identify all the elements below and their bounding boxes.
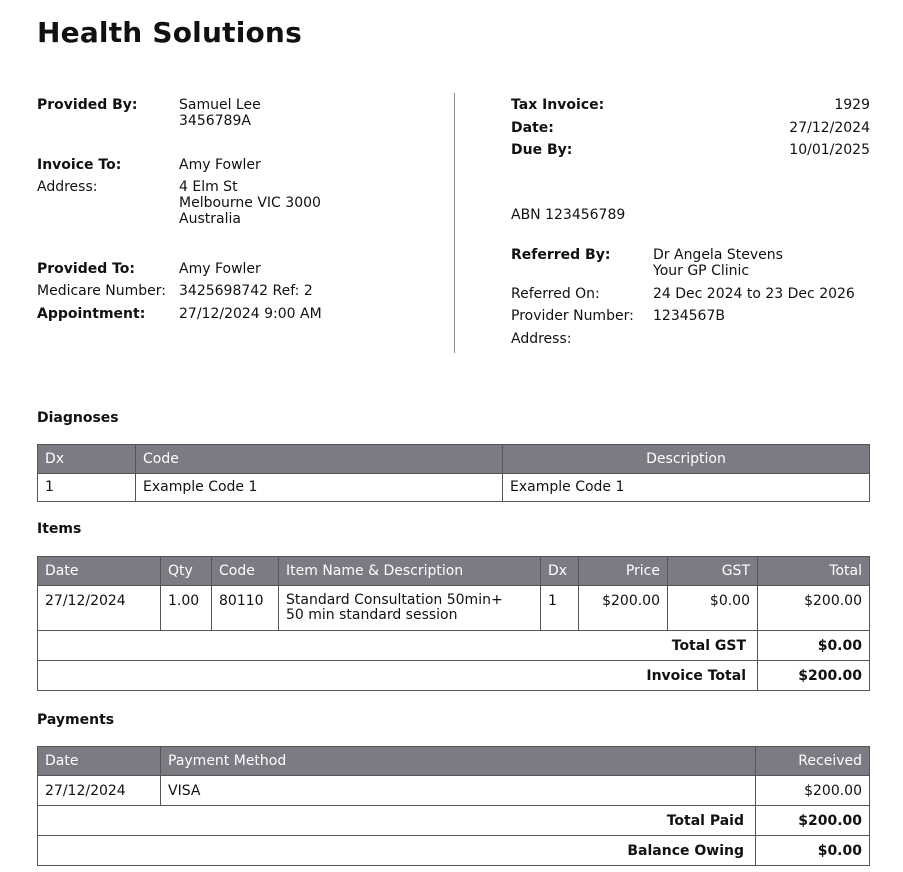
address-line-1: 4 Elm St bbox=[179, 179, 238, 195]
diag-header-dx: Dx bbox=[38, 445, 136, 474]
invoice-to-name: Amy Fowler bbox=[179, 157, 261, 173]
appointment-value: 27/12/2024 9:00 AM bbox=[179, 306, 322, 322]
medicare-number: 3425698742 Ref: 2 bbox=[179, 283, 313, 299]
diagnoses-title: Diagnoses bbox=[37, 410, 119, 426]
table-row bbox=[38, 776, 870, 806]
diag-cell-code: Example Code 1 bbox=[136, 474, 503, 502]
invoice-date: 27/12/2024 bbox=[789, 120, 870, 136]
tax-invoice-number: 1929 bbox=[834, 97, 870, 113]
items-header-date: Date bbox=[38, 557, 161, 586]
invoice-total-label: Invoice Total bbox=[38, 661, 758, 691]
provider-number-value: 1234567B bbox=[653, 308, 725, 324]
total-gst-value: $0.00 bbox=[758, 631, 870, 661]
provided-by-label: Provided By: bbox=[37, 97, 138, 113]
diag-cell-description: Example Code 1 bbox=[503, 474, 870, 502]
referrer-clinic: Your GP Clinic bbox=[653, 263, 750, 279]
payments-title: Payments bbox=[37, 712, 115, 728]
payment-date: 27/12/2024 bbox=[38, 776, 161, 806]
payments-header-method: Payment Method bbox=[161, 747, 756, 776]
invoice-to-label: Invoice To: bbox=[37, 157, 122, 173]
items-header-name: Item Name & Description bbox=[279, 557, 541, 586]
payment-method: VISA bbox=[161, 776, 756, 806]
items-title: Items bbox=[37, 521, 82, 537]
items-header-dx: Dx bbox=[541, 557, 579, 586]
total-paid-value: $200.00 bbox=[756, 806, 870, 836]
provided-to-name: Amy Fowler bbox=[179, 261, 261, 277]
items-header-total: Total bbox=[758, 557, 870, 586]
balance-owing-label: Balance Owing bbox=[38, 836, 756, 866]
diag-header-code: Code bbox=[136, 445, 503, 474]
provided-to-label: Provided To: bbox=[37, 261, 136, 277]
provider-name: Samuel Lee bbox=[179, 97, 261, 113]
item-code: 80110 bbox=[212, 586, 279, 631]
item-description: 50 min standard session bbox=[286, 607, 458, 623]
diagnoses-table bbox=[37, 444, 870, 502]
date-label: Date: bbox=[511, 120, 554, 136]
payments-table bbox=[37, 746, 870, 866]
address-line-3: Australia bbox=[179, 211, 241, 227]
appointment-label: Appointment: bbox=[37, 306, 146, 322]
item-price: $200.00 bbox=[579, 586, 668, 631]
total-gst-label: Total GST bbox=[38, 631, 758, 661]
referrer-address-label: Address: bbox=[511, 331, 572, 347]
abn: ABN 123456789 bbox=[511, 207, 626, 223]
column-divider bbox=[454, 93, 455, 353]
referred-by-label: Referred By: bbox=[511, 247, 611, 263]
payment-received: $200.00 bbox=[756, 776, 870, 806]
provider-number: 3456789A bbox=[179, 113, 251, 129]
address-label: Address: bbox=[37, 179, 98, 195]
payments-header-date: Date bbox=[38, 747, 161, 776]
item-name-cell bbox=[279, 586, 541, 631]
items-header-code: Code bbox=[212, 557, 279, 586]
company-title: Health Solutions bbox=[37, 16, 302, 49]
item-qty: 1.00 bbox=[161, 586, 212, 631]
item-dx: 1 bbox=[541, 586, 579, 631]
items-table bbox=[37, 556, 870, 691]
provider-number-label: Provider Number: bbox=[511, 308, 634, 324]
payments-header-received: Received bbox=[756, 747, 870, 776]
diag-header-description: Description bbox=[503, 445, 870, 474]
total-paid-label: Total Paid bbox=[38, 806, 756, 836]
invoice-total-value: $200.00 bbox=[758, 661, 870, 691]
medicare-label: Medicare Number: bbox=[37, 283, 166, 299]
table-row bbox=[38, 474, 870, 502]
due-date: 10/01/2025 bbox=[789, 142, 870, 158]
item-name: Standard Consultation 50min+ bbox=[286, 592, 503, 608]
item-total: $200.00 bbox=[758, 586, 870, 631]
table-row bbox=[38, 586, 870, 631]
items-header-price: Price bbox=[579, 557, 668, 586]
address-line-2: Melbourne VIC 3000 bbox=[179, 195, 321, 211]
diag-cell-dx: 1 bbox=[38, 474, 136, 502]
referred-on-value: 24 Dec 2024 to 23 Dec 2026 bbox=[653, 286, 855, 302]
item-date: 27/12/2024 bbox=[38, 586, 161, 631]
referred-on-label: Referred On: bbox=[511, 286, 600, 302]
item-gst: $0.00 bbox=[668, 586, 758, 631]
items-header-gst: GST bbox=[668, 557, 758, 586]
tax-invoice-label: Tax Invoice: bbox=[511, 97, 605, 113]
items-header-qty: Qty bbox=[161, 557, 212, 586]
referrer-name: Dr Angela Stevens bbox=[653, 247, 783, 263]
due-by-label: Due By: bbox=[511, 142, 573, 158]
balance-owing-value: $0.00 bbox=[756, 836, 870, 866]
